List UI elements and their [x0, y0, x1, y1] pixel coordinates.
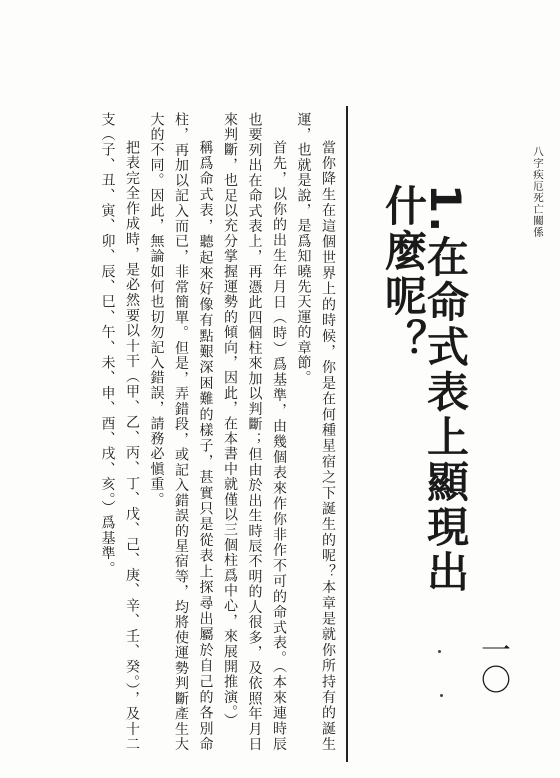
- page-number: 一〇: [475, 634, 510, 694]
- column-divider: [346, 106, 348, 762]
- running-header: 八字疾厄死亡關係: [532, 146, 544, 238]
- chapter-title: 1.在命式表上顯現出什麼呢？: [379, 184, 470, 596]
- print-speck: [440, 694, 443, 697]
- paragraph-3: 稱爲命式表，聽起來好像有點艱深困難的樣子，甚實只是從表上探尋出屬於自己的各別命柱，再加以記入而已，非常簡單。但是，弄錯段，或記入錯誤的星宿等，均將使運勢判斷產生大大的不同。因此，無論如何也切勿記入錯誤，請務必愼重。: [148, 112, 214, 752]
- body-text: [54, 112, 340, 752]
- paragraph-1: 當你降生在這個世界上的時候，你是在何種星宿之下誕生的呢？本章是就你所持有的誕生運，也就是說，是爲知曉先天運的章節。: [295, 112, 336, 752]
- print-speck: [438, 650, 441, 653]
- paragraph-2: 首先，以你的出生年月日（時）爲基準，由幾個表來作你非作不可的命式表。（本來連時辰也要列出在命式表上，再憑此四個柱來加以判斷；但由於出生時辰不明的人很多，及依照年月日來判斷，也足以充分掌握運勢的傾向，因此，在本書中就僅以三個柱爲中心，來展開推演。）: [222, 112, 287, 752]
- paragraph-4: 把表完全作成時，是必然要以十干（甲、乙、丙、丁、戊、己、庚、辛、壬、癸。），及十二支（子、丑、寅、卯、辰、巳、午、未、申、酉、戌、亥。）爲基準。: [99, 112, 140, 752]
